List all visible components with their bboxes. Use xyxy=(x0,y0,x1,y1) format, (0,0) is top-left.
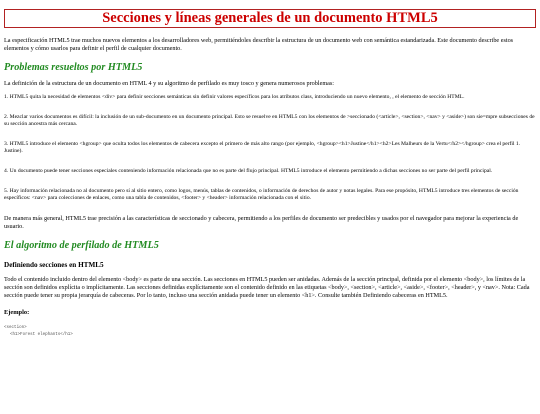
section-heading-algorithm: El algoritmo de perfilado de HTML5 xyxy=(4,240,159,251)
list-item: 3. HTML5 introduce el elemento <hgroup> que oculta todos los elementos de cabecera excepto el primero de más alto rango (por ejemplo, <hgroup><h1>Justine</h1><h2>Les Malheurs de la Vertu</h2></hgroup> crea el perfil 1. Justine). xyxy=(4,141,521,154)
list-item: 5. Hay información relacionada no al documento pero sí al sitio entero, como logos, menús, tablas de contenidos, o información de derechos de autor y notas legales. Para ese propósito, HTML5 introduce tres elementos de sección específicos: <nav> para colecciones de enlaces, como una tabla de contenidos, <footer> y <header> información relacionada con el sitio. xyxy=(4,188,519,201)
page-title: Secciones y líneas generales de un documento HTML5 xyxy=(102,10,438,26)
definitions-paragraph: Todo el contenido incluido dentro del elemento <body> es parte de una sección. Las secciones en HTML5 pueden ser anidadas. Además de la sección principal, definida por el elemento <body>, los límites de la sección son definidos explícita o implícitamente. Las secciones definidas explícitamente son el contenido definido en las etiquetas <body>, <section>, <article>, <aside>, <footer>, <header>, y <nav>. Nota: Cada sección puede tener su propia jerarquía de cabeceras. Por lo tanto, incluso una sección anidada puede tener un elemento <h1>. Consulte también Definiendo cabeceras en HTML5. xyxy=(4,276,530,299)
section-heading-problems: Problemas resueltos por HTML5 xyxy=(4,62,143,73)
list-item: 2. Mezclar varios documentos es difícil: la inclusión de un sub-documento en un documento principal. Esto se resuelve en HTML5 con los elementos de >seccionado (<article>, <section>, <nav> y <aside>) son sie=mpre subsecciones de su sección ancestra más cercana. xyxy=(4,114,535,127)
code-example xyxy=(4,325,536,339)
subsection-heading: Definiendo secciones en HTML5 xyxy=(4,261,104,269)
section-lead: La definición de la estructura de un documento en HTML 4 y su algoritmo de perfilado es muy tosco y genera numerosos problemas: xyxy=(4,80,335,87)
problems-list xyxy=(4,94,536,202)
intro-paragraph: La especificación HTML5 trae muchos nuevos elementos a los desarrolladores web, permitiéndoles describir la estructura de un documento web con semántica estandarizada. Este documento describe estos elementos y cómo usarlos para definir el perfil de cualquier documento. xyxy=(4,37,514,52)
list-item: 1. HTML5 quita la necesidad de elementos <div> para definir secciones semánticas sin definir valores específicos para los atributos class, introduciendo un nuevo elemento, , el elemento de sección HTML. xyxy=(4,94,465,100)
summary-paragraph: De manera más general, HTML5 trae precisión a las características de seccionado y cabecera, permitiendo a los perfiles de documento ser predecibles y usados por el navegador para mejorar la experiencia de usuario. xyxy=(4,215,519,230)
example-label: Ejemplo: xyxy=(4,309,30,316)
page-title-banner xyxy=(4,9,536,28)
list-item: 4. Un documento puede tener secciones especiales conteniendo información relacionada que no es parte del flujo principal. HTML5 introduce el elemento permitiendo a dichas secciones no ser parte del perfil principal. xyxy=(4,168,493,174)
code-line: <h1>Forest elephants</h1> xyxy=(10,333,73,337)
code-line: <section> xyxy=(4,326,27,330)
